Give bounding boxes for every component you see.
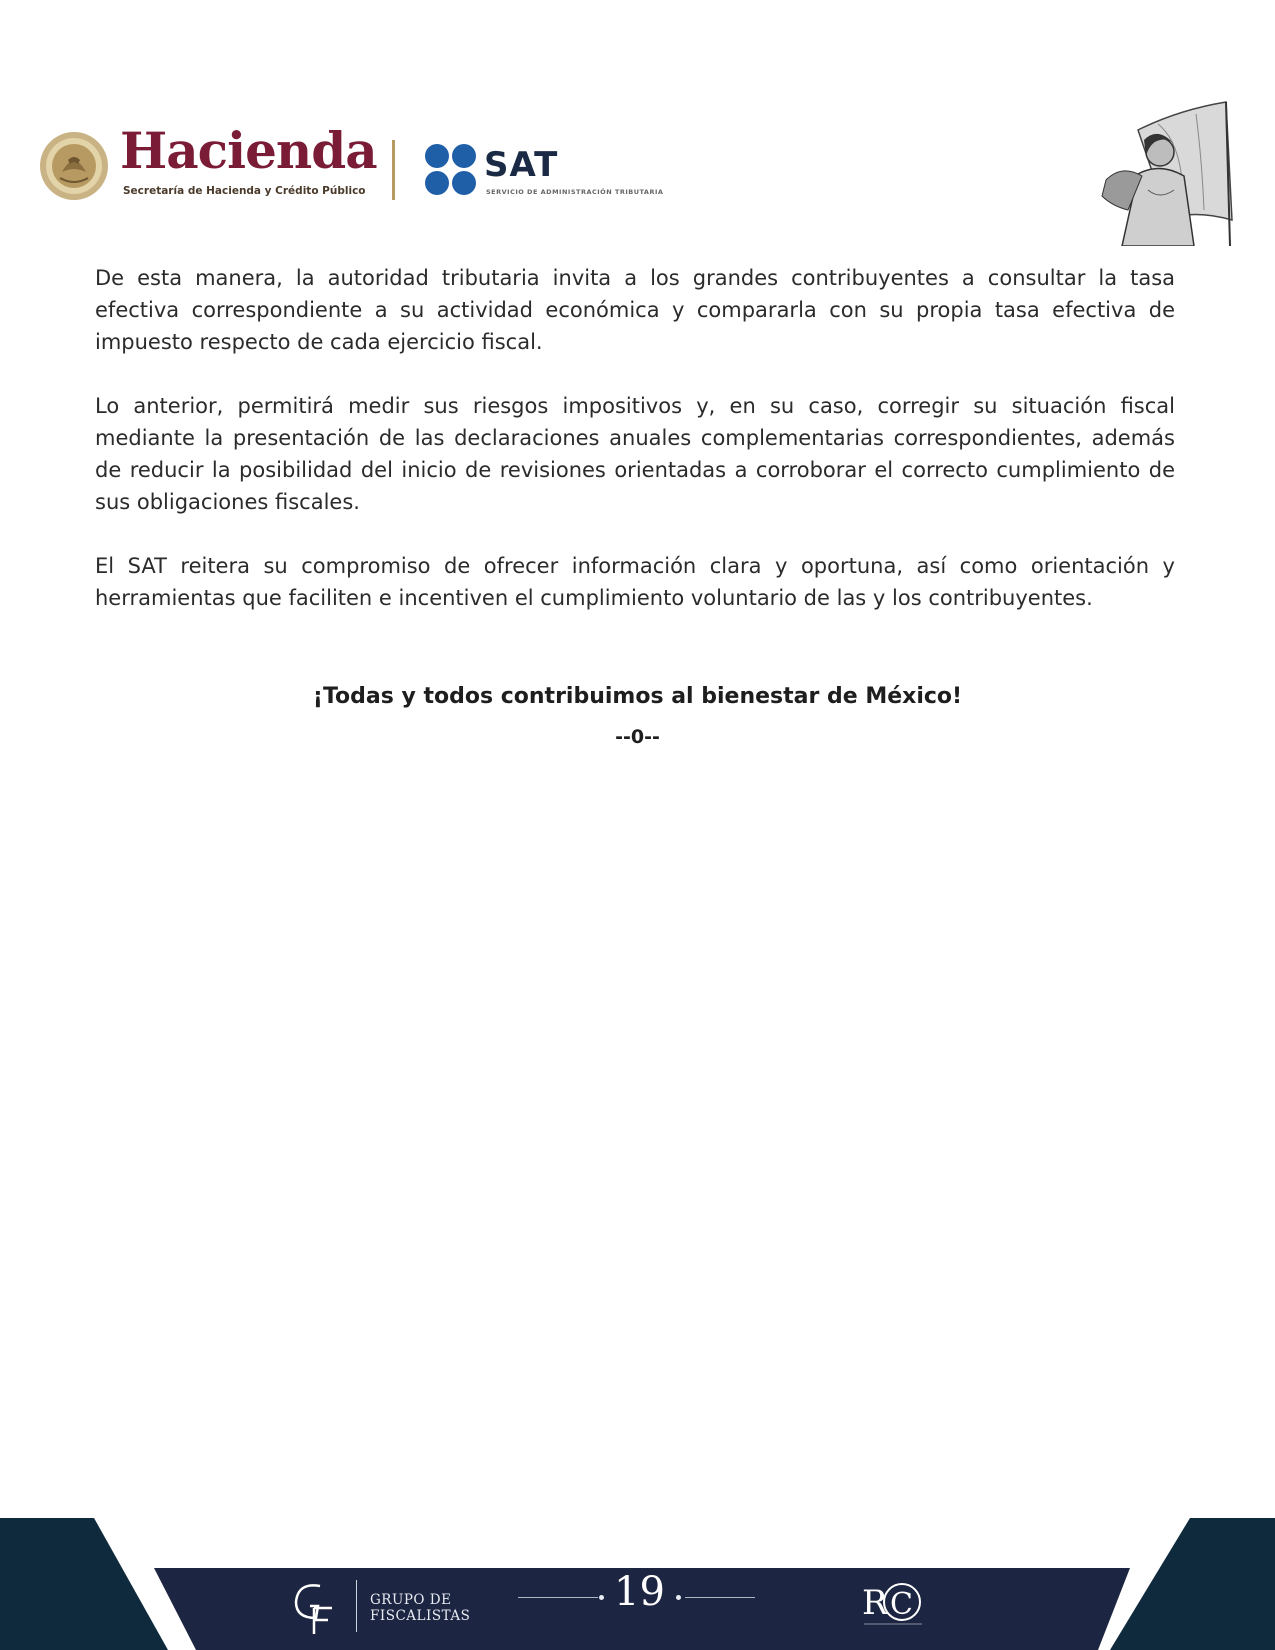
body-paragraph: Lo anterior, permitirá medir sus riesgos impositivos y, en su caso, corregir su situación fiscal mediante la presentación de las declaraciones anuales complementarias correspondientes, además de reducir la posibilidad del inicio de revisiones orientadas a corroborar el correcto cumplimiento de sus obligaciones fiscales. xyxy=(95,394,1175,514)
woman-with-flag-illustration xyxy=(1098,100,1234,246)
sat-logo-subtitle: SERVICIO DE ADMINISTRACIÓN TRIBUTARIA xyxy=(486,188,664,196)
press-release-body xyxy=(95,262,1175,646)
page-header xyxy=(0,0,1275,250)
page-number-rule-right xyxy=(685,1597,755,1598)
page-number-dot-right xyxy=(676,1595,681,1600)
grupo-de-fiscalistas-logo-icon xyxy=(290,1578,342,1636)
sat-logo-title: SAT xyxy=(484,145,559,185)
sat-dots-icon xyxy=(424,143,478,197)
page-number-dot-left xyxy=(599,1595,604,1600)
footer-brand-divider xyxy=(356,1580,357,1632)
svg-text:C: C xyxy=(890,1587,913,1622)
footer-brand-name: GRUPO DE FISCALISTAS xyxy=(370,1592,471,1624)
page-number: 19 xyxy=(614,1569,665,1615)
closing-slogan: ¡Todas y todos contribuimos al bienestar de México! xyxy=(312,684,963,709)
end-marker: --0-- xyxy=(615,726,660,748)
rc-monogram-logo-icon xyxy=(860,1576,926,1628)
body-paragraph: El SAT reitera su compromiso de ofrecer información clara y oportuna, así como orientación y herramientas que faciliten e incentiven el cumplimiento voluntario de las y los contribuyentes. xyxy=(95,554,1175,610)
page-number-rule-left xyxy=(518,1597,598,1598)
body-paragraph: De esta manera, la autoridad tributaria invita a los grandes contribuyentes a consultar la tasa efectiva correspondiente a su actividad económica y compararla con su propia tasa efectiva de impuesto respecto de cada ejercicio fiscal. xyxy=(95,266,1175,354)
hacienda-logo-subtitle: Secretaría de Hacienda y Crédito Público xyxy=(123,185,366,197)
svg-text:R: R xyxy=(862,1583,888,1623)
logo-divider xyxy=(392,140,395,200)
mexican-coat-of-arms-icon xyxy=(38,130,110,202)
hacienda-logo-title: Hacienda xyxy=(120,121,377,180)
